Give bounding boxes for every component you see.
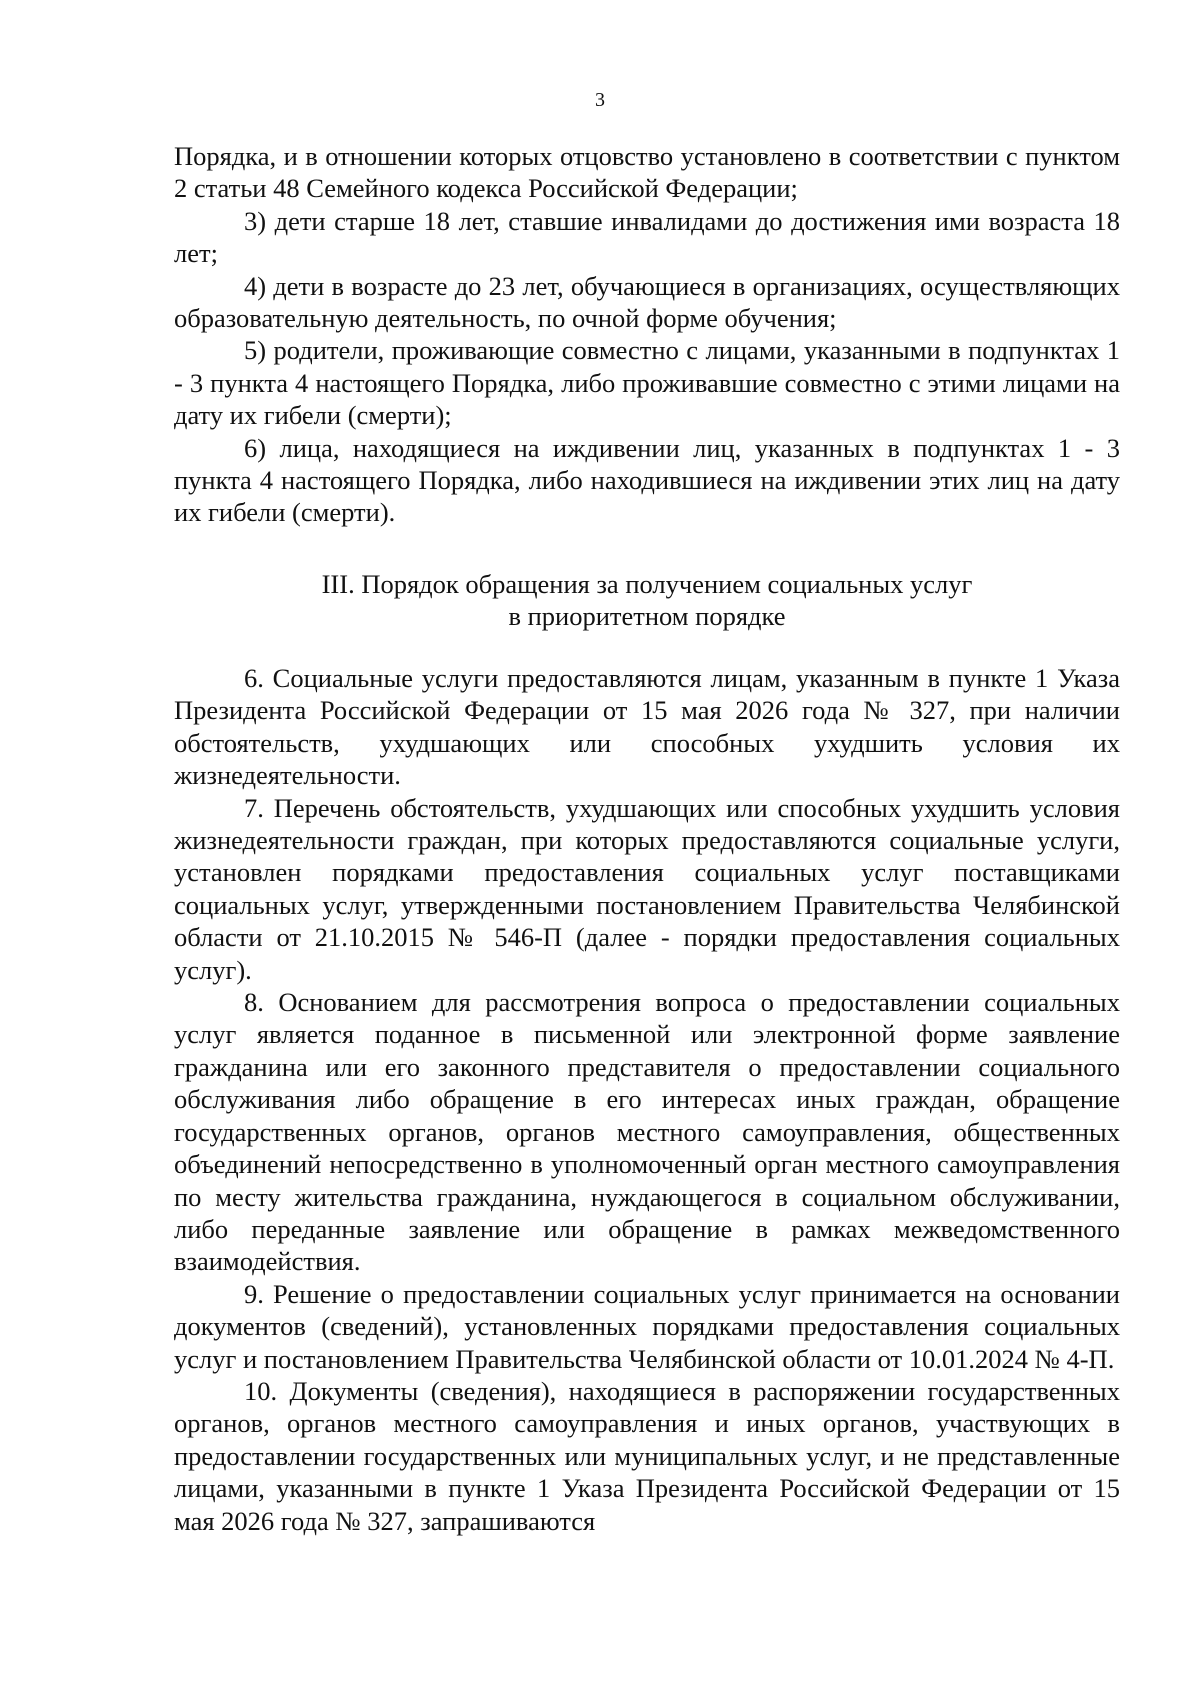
paragraph-9: 9. Решение о предоставлении социальных услуг принимается на основании документов (сведений), установленных порядками предоставления социальных услуг и постановлением Правительства Челябинской области от 10.01.2024 № 4-П. (174, 1278, 1120, 1374)
paragraph-8: 8. Основанием для рассмотрения вопроса о предоставлении социальных услуг является поданное в письменной или электронной форме заявление гражданина или его законного представителя о предоставлении социального обслуживания либо обращение в его интересах иных граждан, обращение государственных органов, органов местного самоуправления, общественных объединений непосредственно в уполномоченный орган местного самоуправления по месту жительства гражданина, нуждающегося в социальном обслуживании, либо переданные заявление или обращение в рамках межведомственного взаимодействия. (174, 987, 1120, 1277)
list-item-3: 3) дети старше 18 лет, ставшие инвалидами до достижения ими возраста 18 лет; (174, 205, 1120, 269)
list-item-4: 4) дети в возрасте до 23 лет, обучающиеся в организациях, осуществляющих образовательную деятельность, по очной форме обучения; (174, 270, 1120, 334)
section-heading-line2: в приоритетном порядке (508, 601, 786, 632)
section-heading-line1: III. Порядок обращения за получением социальных услуг (321, 569, 973, 599)
paragraph-6: 6. Социальные услуги предоставляются лицам, указанным в пункте 1 Указа Президента Российской Федерации от 15 мая 2026 года № 327, при наличии обстоятельств, ухудшающих или способных ухудшить условия их жизнедеятельности. (174, 663, 1120, 791)
page-number: 3 (595, 89, 605, 111)
list-item-6: 6) лица, находящиеся на иждивении лиц, указанных в подпунктах 1 - 3 пункта 4 настоящего Порядка, либо находившиеся на иждивении этих лиц на дату их гибели (смерти). (174, 432, 1120, 528)
top-text-block (174, 140, 1120, 529)
paragraph-7: 7. Перечень обстоятельств, ухудшающих или способных ухудшить условия жизнедеятельности граждан, при которых предоставляются социальные услуги, установлен порядками предоставления социальных услуг поставщиками социальных услуг, утвержденными постановлением Правительства Челябинской области от 21.10.2015 № 546-П (далее - порядки предоставления социальных услуг). (174, 792, 1120, 985)
paragraph-10: 10. Документы (сведения), находящиеся в распоряжении государственных органов, органов местного самоуправления и иных органов, участвующих в предоставлении государственных или муниципальных услуг, и не представленные лицами, указанными в пункте 1 Указа Президента Российской Федерации от 15 мая 2026 года № 327, запрашиваются (174, 1375, 1120, 1536)
section-heading (174, 568, 1120, 633)
bottom-text-block (174, 662, 1120, 1537)
list-item-5: 5) родители, проживающие совместно с лицами, указанными в подпунктах 1 - 3 пункта 4 настоящего Порядка, либо проживавшие совместно с этими лицами на дату их гибели (смерти); (174, 335, 1120, 431)
paragraph-continuation: Порядка, и в отношении которых отцовство установлено в соответствии с пунктом 2 статьи 48 Семейного кодекса Российской Федерации; (174, 141, 1120, 204)
